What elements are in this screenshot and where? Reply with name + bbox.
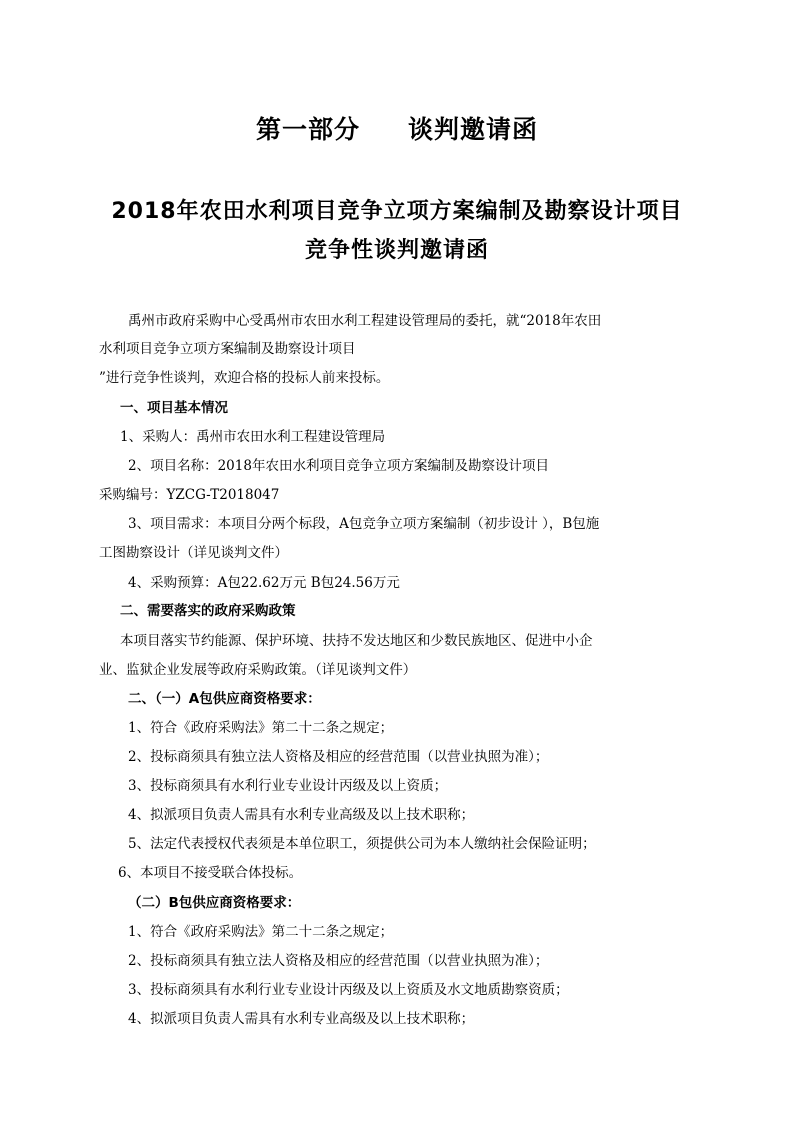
requirement-a-1: 1、符合《政府采购法》第二十二条之规定； (128, 720, 394, 736)
section-1-heading: 一、项目基本情况 (120, 400, 228, 416)
purchase-number-line: 采购编号：YZCG-T2018047 (99, 487, 280, 503)
requirement-a-5: 5、法定代表授权代表须是本单位职工，须提供公司为本人缴纳社会保险证明； (128, 836, 596, 852)
requirement-b-2: 2、投标商须具有独立法人资格及相应的经营范围（以营业执照为准）； (128, 953, 549, 969)
section-b-heading: （二）B包供应商资格要求： (128, 895, 301, 911)
intro-line-2: 水利项目竞争立项方案编制及勘察设计项目 (99, 341, 356, 357)
budget-line: 4、采购预算：A包22.62万元 B包24.56万元 (128, 575, 400, 591)
intro-line-3: ”进行竞争性谈判，欢迎合格的投标人前来投标。 (99, 370, 390, 386)
section-a-heading: 二、（一）A包供应商资格要求： (128, 691, 321, 707)
requirement-a-6: 6、本项目不接受联合体投标。 (118, 865, 303, 881)
intro-line-1: 禹州市政府采购中心受禹州市农田水利工程建设管理局的委托，就“2018年农田 (128, 313, 602, 329)
requirement-b-4: 4、拟派项目负责人需具有水利专业高级及以上技术职称； (128, 1011, 475, 1027)
policy-line-1: 本项目落实节约能源、保护环境、扶持不发达地区和少数民族地区、促进中小企 (120, 633, 593, 649)
demand-line-2: 工图勘察设计（详见谈判文件） (99, 545, 288, 561)
part-name: 谈判邀请函 (408, 115, 539, 144)
document-title-line-1: 2018年农田水利项目竞争立项方案编制及勘察设计项目 (111, 199, 683, 224)
project-name-line: 2、项目名称：2018年农田水利项目竞争立项方案编制及勘察设计项目 (128, 458, 549, 474)
part-title (0, 110, 794, 146)
requirement-b-3: 3、投标商须具有水利行业专业设计丙级及以上资质及水文地质勘察资质； (128, 982, 569, 998)
requirement-a-3: 3、投标商须具有水利行业专业设计丙级及以上资质； (128, 778, 448, 794)
purchaser-line: 1、采购人：禹州市农田水利工程建设管理局 (120, 429, 386, 445)
requirement-a-2: 2、投标商须具有独立法人资格及相应的经营范围（以营业执照为准）； (128, 749, 549, 765)
section-2-heading: 二、需要落实的政府采购政策 (120, 603, 296, 619)
part-label: 第一部分 (255, 115, 360, 144)
requirement-a-4: 4、拟派项目负责人需具有水利专业高级及以上技术职称； (128, 807, 475, 823)
requirement-b-1: 1、符合《政府采购法》第二十二条之规定； (128, 924, 394, 940)
policy-line-2: 业、监狱企业发展等政府采购政策。（详见谈判文件） (99, 662, 417, 678)
document-title-line-2: 竞争性谈判邀请函 (304, 238, 489, 263)
demand-line-1: 3、项目需求：本项目分两个标段，A包竞争立项方案编制（初步设计 ），B包施 (128, 516, 600, 532)
